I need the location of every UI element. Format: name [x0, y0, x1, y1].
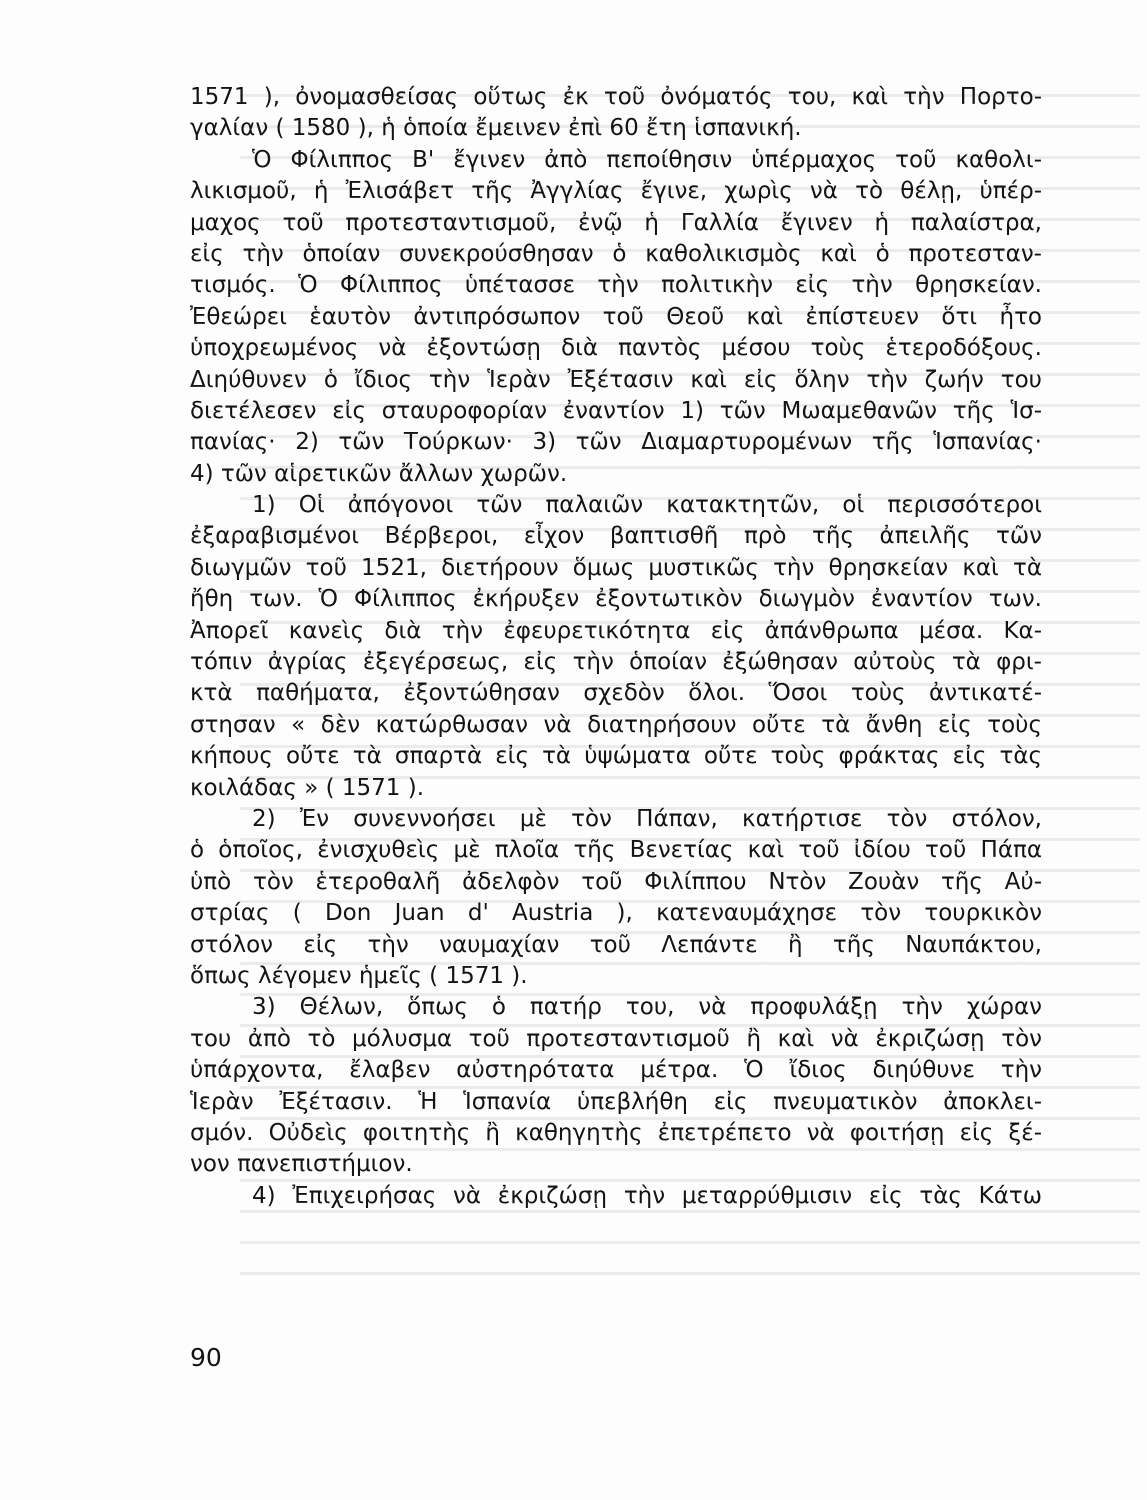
text-line: στόλον εἰς τὴν ναυμαχίαν τοῦ Λεπάντε ἢ τῆς Ναυπάκτου,: [190, 931, 1042, 958]
text-line: στησαν « δὲν κατώρθωσαν νὰ διατηρήσουν οὔτε τὰ ἄνθη εἰς τοὺς: [190, 711, 1042, 738]
text-line: 3) Θέλων, ὅπως ὁ πατήρ του, νὰ προφυλάξῃ τὴν χώραν: [252, 994, 1042, 1021]
text-line: 2) Ἐν συνεννοήσει μὲ τὸν Πάπαν, κατήρτισε τὸν στόλον,: [252, 805, 1042, 832]
text-line: τισμός. Ὁ Φίλιππος ὑπέτασσε τὴν πολιτικὴν εἰς τὴν θρησκείαν.: [190, 272, 1042, 299]
text-line: ὅπως λέγομεν ἡμεῖς ( 1571 ).: [190, 962, 528, 989]
page-number: 90: [190, 1343, 222, 1372]
text-line: διετέλεσεν εἰς σταυροφορίαν ἐναντίον 1) τῶν Μωαμεθανῶν τῆς Ἱσ-: [190, 397, 1042, 424]
text-line: γαλίαν ( 1580 ), ἡ ὁποία ἔμεινεν ἐπὶ 60 ἔτη ἱσπανική.: [190, 115, 802, 142]
text-line: 1571 ), ὀνομασθείσας οὕτως ἐκ τοῦ ὀνόματός του, καὶ τὴν Πορτο-: [190, 84, 1042, 110]
text-line: ὑπάρχοντα, ἔλαβεν αὐστηρότατα μέτρα. Ὁ ἴδιος διηύθυνε τὴν: [190, 1057, 1042, 1084]
text-line: 1) Οἱ ἀπόγονοι τῶν παλαιῶν κατακτητῶν, οἱ περισσότεροι: [252, 492, 1042, 519]
text-line: νον πανεπιστήμιον.: [190, 1151, 413, 1178]
text-line: τόπιν ἀγρίας ἐξεγέρσεως, εἰς τὴν ὁποίαν ἐξώθησαν αὐτοὺς τὰ φρι-: [190, 649, 1042, 676]
body-text: [190, 82, 1042, 1212]
text-line: ὑπὸ τὸν ἑτεροθαλῆ ἀδελφὸν τοῦ Φιλίππου Ντὸν Ζουὰν τῆς Αὐ-: [190, 868, 1042, 895]
text-line: σμόν. Οὐδεὶς φοιτητὴς ἢ καθηγητὴς ἐπετρέπετο νὰ φοιτήσῃ εἰς ξέ-: [190, 1119, 1042, 1146]
text-line: κήπους οὔτε τὰ σπαρτὰ εἰς τὰ ὑψώματα οὔτε τοὺς φράκτας εἰς τὰς: [190, 743, 1042, 770]
text-line: 4) Ἐπιχειρήσας νὰ ἐκριζώσῃ τὴν μεταρρύθμισιν εἰς τὰς Κάτω: [252, 1182, 1042, 1209]
text-line: εἰς τὴν ὁποίαν συνεκρούσθησαν ὁ καθολικισμὸς καὶ ὁ προτεσταν-: [190, 240, 1042, 267]
text-line: ἤθη των. Ὁ Φίλιππος ἐκήρυξεν ἐξοντωτικὸν διωγμὸν ἐναντίον των.: [190, 586, 1042, 613]
text-line: λικισμοῦ, ἡ Ἐλισάβετ τῆς Ἀγγλίας ἔγινε, χωρὶς νὰ τὸ θέλῃ, ὑπέρ-: [190, 178, 1042, 205]
text-line: 4) τῶν αἱρετικῶν ἄλλων χωρῶν.: [190, 460, 568, 487]
text-line: κοιλάδας » ( 1571 ).: [190, 774, 425, 801]
text-line: Ἱερὰν Ἐξέτασιν. Ἡ Ἱσπανία ὑπεβλήθη εἰς πνευματικὸν ἀποκλει-: [190, 1088, 1042, 1115]
text-line: Ὁ Φίλιππος Β' ἔγινεν ἀπὸ πεποίθησιν ὑπέρμαχος τοῦ καθολι-: [252, 146, 1042, 173]
text-line: στρίας ( Don Juan d' Austria ), κατεναυμάχησε τὸν τουρκικὸν: [190, 900, 1042, 927]
text-line: ὁ ὁποῖος, ἐνισχυθεὶς μὲ πλοῖα τῆς Βενετίας καὶ τοῦ ἰδίου τοῦ Πάπα: [190, 837, 1042, 864]
text-line: Ἀπορεῖ κανεὶς διὰ τὴν ἐφευρετικότητα εἰς ἀπάνθρωπα μέσα. Κα-: [190, 617, 1042, 644]
text-line: κτὰ παθήματα, ἐξοντώθησαν σχεδὸν ὅλοι. Ὅσοι τοὺς ἀντικατέ-: [190, 680, 1042, 707]
text-line: Ἐθεώρει ἑαυτὸν ἀντιπρόσωπον τοῦ Θεοῦ καὶ ἐπίστευεν ὅτι ἦτο: [190, 303, 1042, 330]
text-line: διωγμῶν τοῦ 1521, διετήρουν ὅμως μυστικῶς τὴν θρησκείαν καὶ τὰ: [190, 554, 1042, 581]
text-line: ἐξαραβισμένοι Βέρβεροι, εἶχον βαπτισθῆ πρὸ τῆς ἀπειλῆς τῶν: [190, 523, 1042, 550]
text-line: ὑποχρεωμένος νὰ ἐξοντώσῃ διὰ παντὸς μέσου τοὺς ἑτεροδόξους.: [190, 335, 1042, 362]
text-line: πανίας· 2) τῶν Τούρκων· 3) τῶν Διαμαρτυρομένων τῆς Ἱσπανίας·: [190, 429, 1042, 456]
text-line: Διηύθυνεν ὁ ἴδιος τὴν Ἱερὰν Ἐξέτασιν καὶ εἰς ὅλην τὴν ζωήν του: [190, 366, 1042, 393]
text-line: του ἀπὸ τὸ μόλυσμα τοῦ προτεσταντισμοῦ ἢ καὶ νὰ ἐκριζώσῃ τὸν: [190, 1025, 1042, 1052]
text-line: μαχος τοῦ προτεσταντισμοῦ, ἐνῷ ἡ Γαλλία ἔγινεν ἡ παλαίστρα,: [190, 209, 1042, 236]
